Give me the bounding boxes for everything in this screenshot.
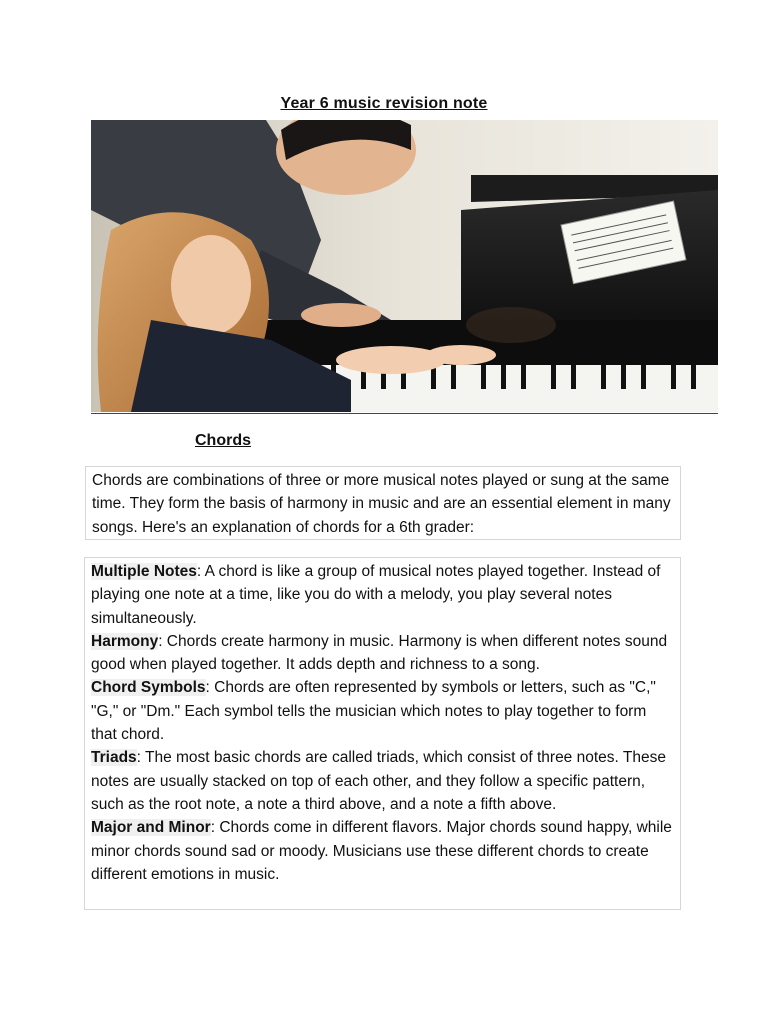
term-label: Chord Symbols xyxy=(91,679,206,697)
term-description: : Chords create harmony in music. Harmony is when different notes sound good when played together. It adds depth and richness to a song. xyxy=(91,632,668,674)
list-item xyxy=(91,560,676,630)
page-title: Year 6 music revision note xyxy=(280,95,488,112)
chord-facts-list xyxy=(84,557,681,910)
term-description: : The most basic chords are called triads, which consist of three notes. These notes are usually stacked on top of each other, and they follow a specific pattern, such as the root note, a note a third above, and a note a fifth above. xyxy=(91,749,666,813)
section-heading: Chords xyxy=(195,432,251,449)
list-item xyxy=(91,630,676,677)
term-description: : Chords come in different flavors. Major chords sound happy, while minor chords sound sad or moody. Musicians use these different chords to create different emotions in music. xyxy=(91,819,672,883)
list-item xyxy=(91,816,676,886)
term-label: Triads xyxy=(91,749,137,767)
list-item xyxy=(91,746,676,816)
term-label: Multiple Notes xyxy=(91,563,197,580)
list-item xyxy=(91,676,676,746)
term-description: : Chords are often represented by symbols or letters, such as "C," "G," or "Dm." Each symbol tells the musician which notes to play together to form that chord. xyxy=(91,679,656,744)
term-description: : A chord is like a group of musical notes played together. Instead of playing one note at a time, like you do with a melody, you play several notes simultaneously. xyxy=(91,563,661,627)
intro-paragraph: Chords are combinations of three or more musical notes played or sung at the same time. They form the basis of harmony in music and are an essential element in many songs. Here's an explanation of chords for a 6th grader: xyxy=(85,466,681,540)
term-label: Major and Minor xyxy=(91,819,211,837)
divider xyxy=(91,413,718,414)
term-label: Harmony xyxy=(91,632,159,650)
piano-lesson-photo xyxy=(91,120,718,412)
